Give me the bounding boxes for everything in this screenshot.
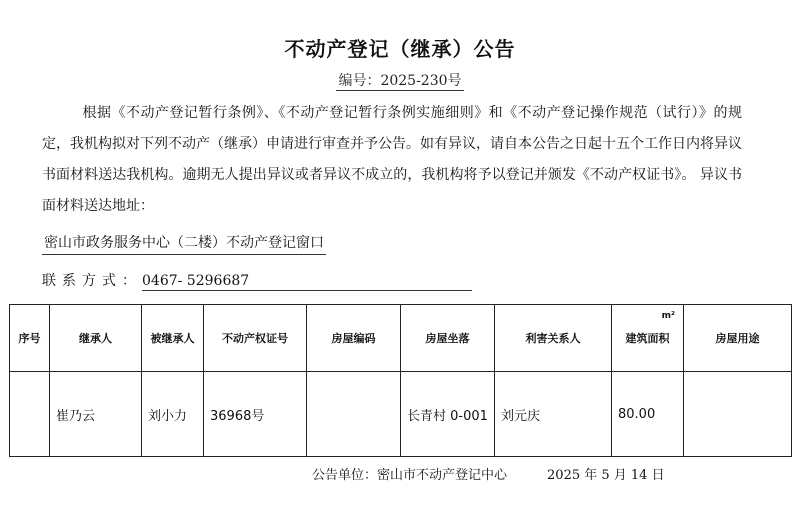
cell-stakeholder: 刘元庆 (495, 372, 612, 457)
footer-date: 2025 年 5 月 14 日 (547, 468, 665, 483)
inheritance-table (9, 304, 792, 457)
cell-decedent: 刘小力 (142, 372, 204, 457)
table-header-row (10, 305, 792, 372)
header-cert-no: 不动产权证号 (204, 305, 307, 372)
header-usage: 房屋用途 (684, 305, 792, 372)
contact-line (42, 270, 472, 291)
footer-unit-label: 公告单位： (312, 468, 378, 483)
objection-address: 密山市政务服务中心（二楼）不动产登记窗口 (42, 232, 326, 255)
header-decedent: 被继承人 (142, 305, 204, 372)
serial-number-line (0, 70, 800, 90)
notice-body-text: 根据《不动产登记暂行条例》、《不动产登记暂行条例实施细则》和《不动产登记操作规范（试行）》的规定，我机构拟对下列不动产（继承）申请进行审查并予公告。如有异议，请自本公告之日起十五个工作日内将异议书面材料送达我机构。逾期无人提出异议或者异议不成立的，我机构将予以登记并颁发《不动产权证书》。 异议书面材料送达地址： (42, 105, 742, 214)
serial-number: 编号：2025-230号 (338, 73, 462, 89)
footer-unit: 密山市不动产登记中心 (377, 468, 508, 483)
cell-location: 长青村 0-001 (401, 372, 495, 457)
area-unit: m² (661, 311, 675, 321)
cell-area: 80.00 (612, 372, 684, 457)
table-row (10, 372, 792, 457)
header-stakeholder: 利害关系人 (495, 305, 612, 372)
notice-title: 不动产登记（继承）公告 (284, 37, 516, 61)
header-seq: 序号 (10, 305, 50, 372)
contact-phone: 0467- 5296687 (142, 273, 472, 291)
cell-house-code (307, 372, 401, 457)
contact-label: 联系方式： (42, 273, 142, 289)
header-area-label: 建筑面积 (625, 332, 670, 345)
header-heir: 继承人 (50, 305, 142, 372)
cell-heir: 崔乃云 (50, 372, 142, 457)
cell-usage (684, 372, 792, 457)
notice-footer (312, 464, 665, 483)
header-house-code: 房屋编码 (307, 305, 401, 372)
notice-body (42, 98, 742, 222)
cell-cert-no: 36968号 (204, 372, 307, 457)
header-location: 房屋坐落 (401, 305, 495, 372)
header-area (612, 305, 684, 372)
cell-seq (10, 372, 50, 457)
